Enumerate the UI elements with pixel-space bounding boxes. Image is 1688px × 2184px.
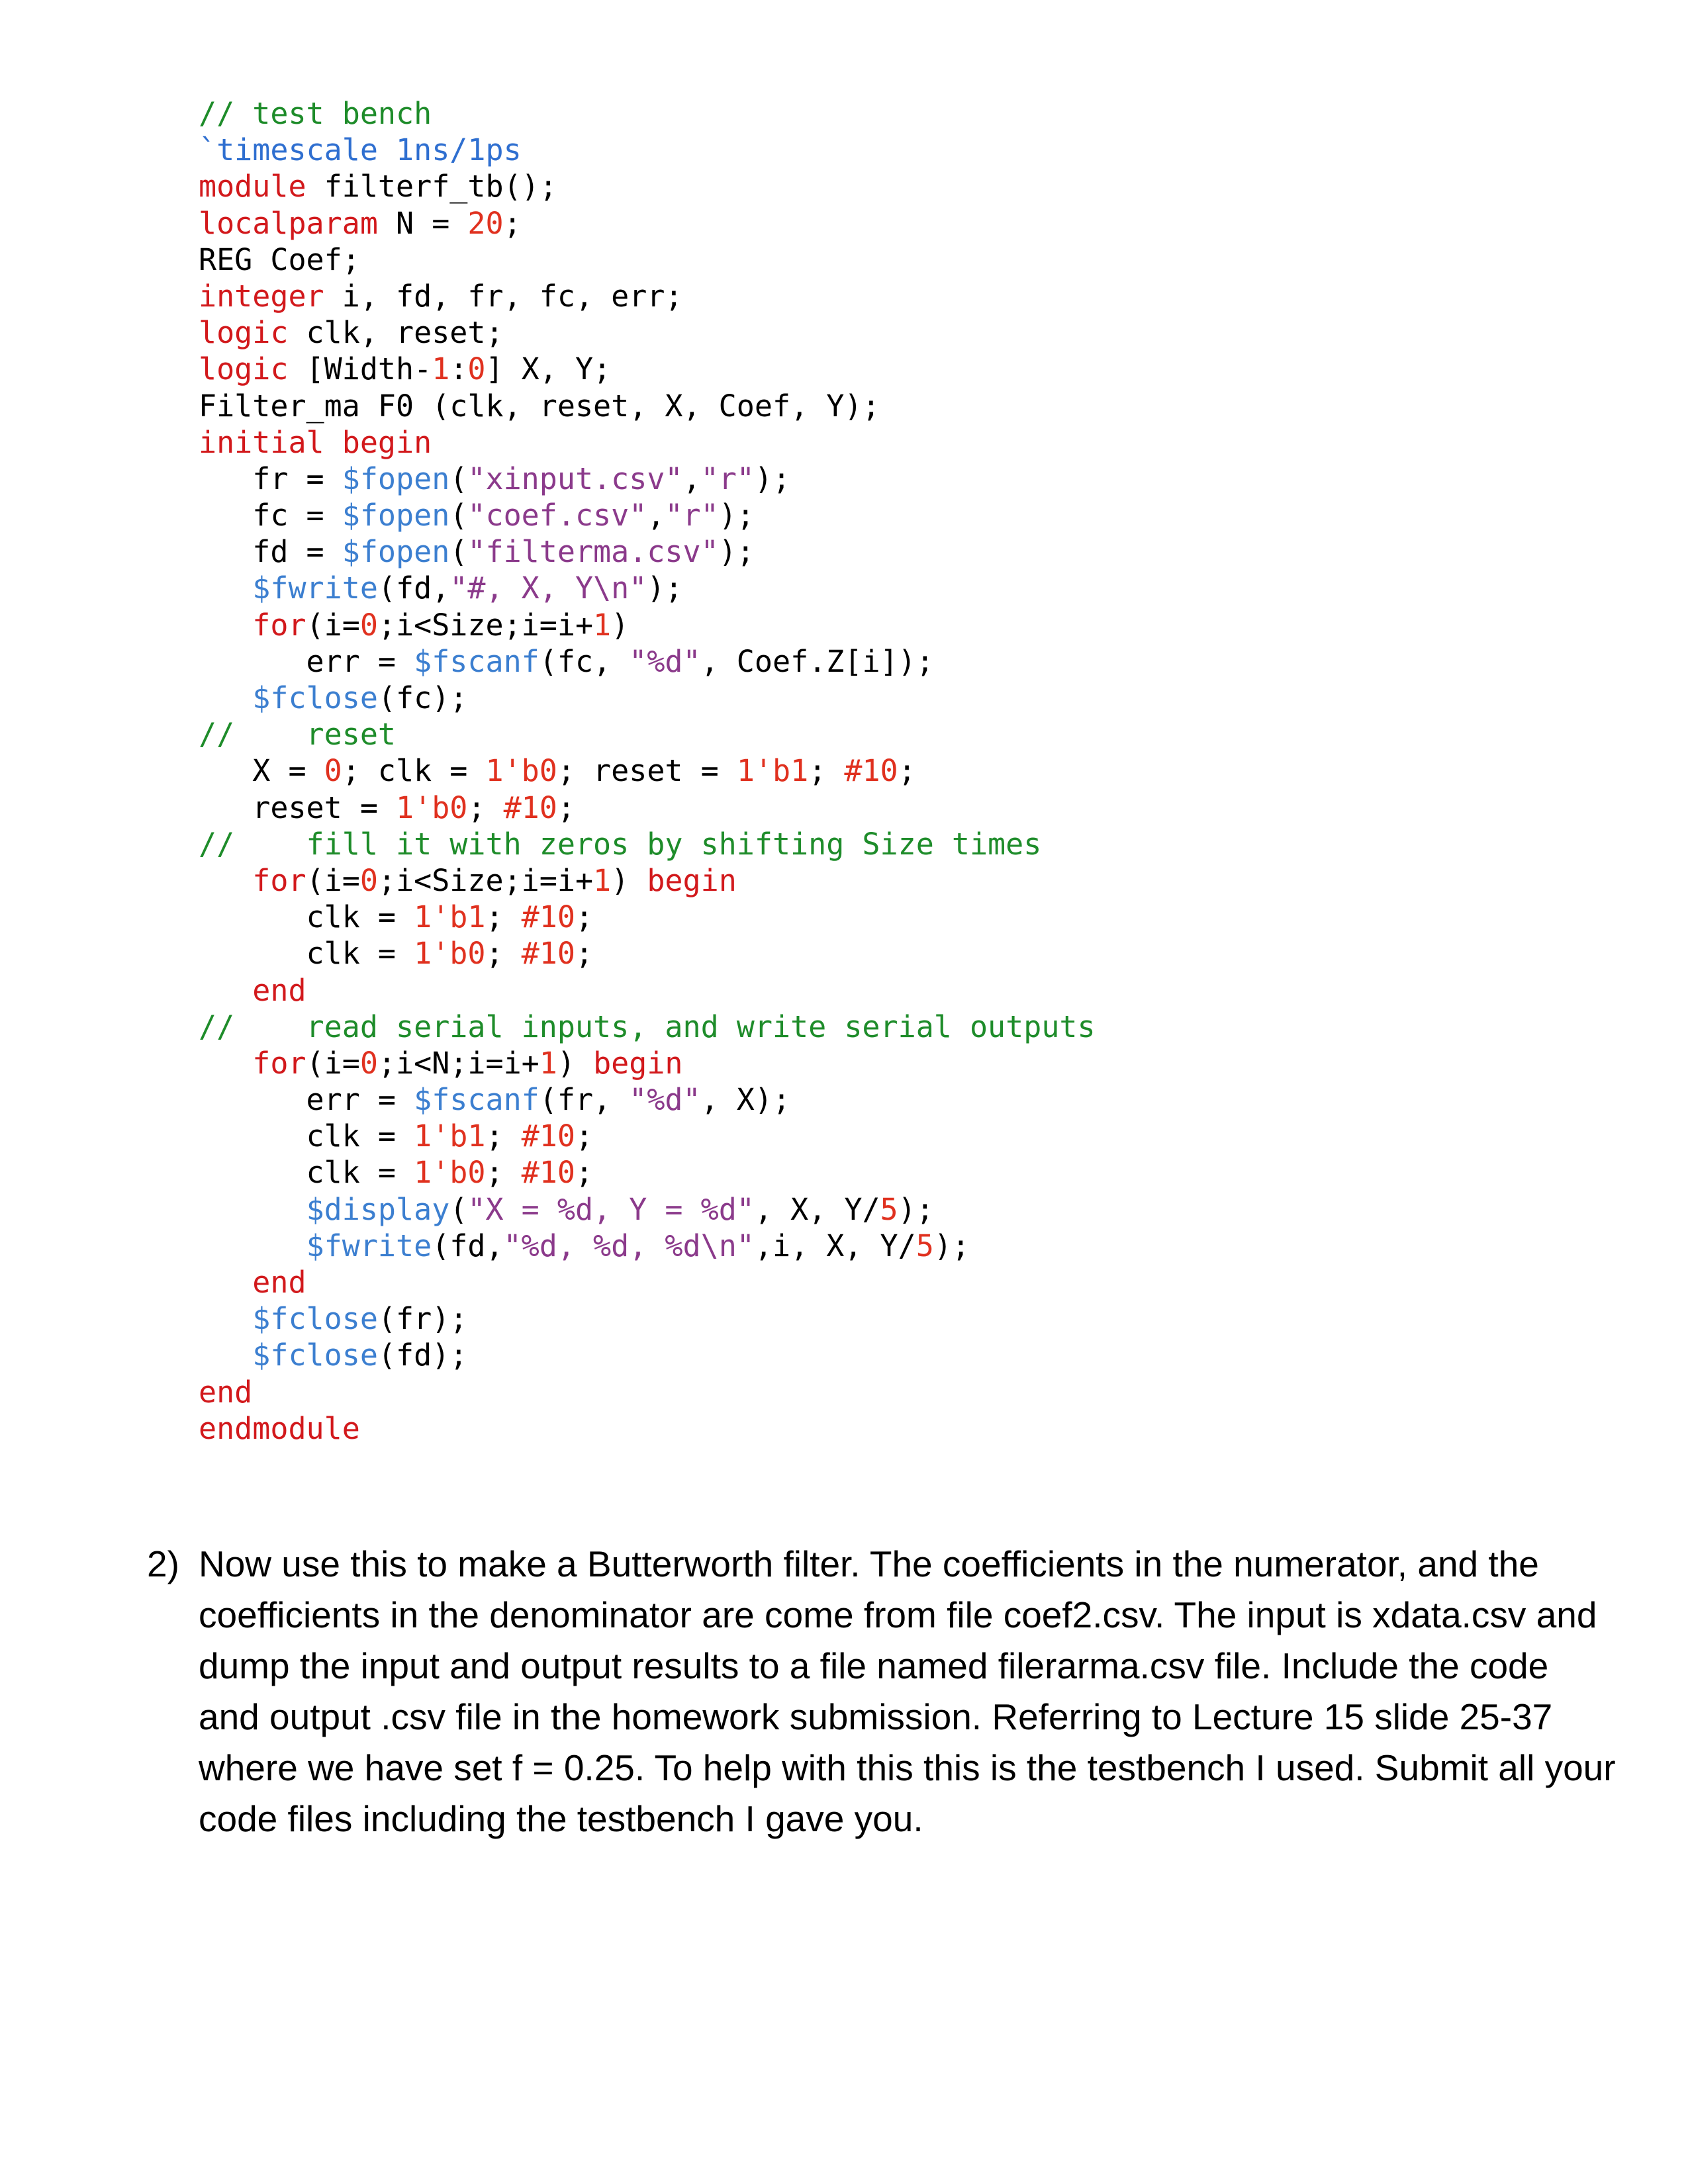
code-token: clk =: [199, 899, 414, 935]
code-token: $fclose: [252, 1301, 378, 1337]
code-token: filterf_tb();: [306, 169, 557, 205]
code-token: fr =: [199, 461, 342, 496]
code-token: );: [933, 1228, 970, 1263]
code-line: [199, 716, 1096, 752]
code-token: #10: [521, 936, 575, 972]
code-line: [199, 1410, 1096, 1447]
code-line: [199, 1300, 1096, 1337]
code-token: reset =: [199, 790, 397, 825]
code-token: 1'b0: [414, 1155, 486, 1191]
code-token: ;: [575, 936, 594, 972]
code-token: end: [252, 1265, 306, 1300]
code-token: // read serial inputs, and write serial outputs: [199, 1009, 1096, 1044]
code-token: ,i, X, Y/: [754, 1228, 916, 1263]
code-token: (fr,: [539, 1082, 630, 1118]
code-line: [199, 607, 1096, 643]
code-token: ): [611, 862, 647, 898]
code-token: (fd,: [432, 1228, 504, 1263]
code-token: ] X, Y;: [485, 351, 612, 387]
code-line: [199, 826, 1096, 862]
code-line: [199, 1154, 1096, 1191]
code-token: "filterma.csv": [467, 534, 719, 570]
code-token: i, fd, fr, fc, err;: [324, 278, 683, 314]
code-token: end: [199, 1374, 253, 1410]
code-token: );: [718, 534, 755, 570]
code-token: err =: [199, 1082, 414, 1118]
code-token: 1: [593, 862, 612, 898]
code-token: , X, Y/: [754, 1191, 880, 1227]
code-line: [199, 497, 1096, 533]
code-token: clk =: [199, 936, 414, 972]
question-line: dump the input and output results to a file named filerarma.csv file. Include the code: [199, 1645, 1549, 1686]
question-line: and output .csv file in the homework submission. Referring to Lecture 15 slide 25-37: [199, 1696, 1553, 1737]
code-token: ;: [485, 936, 522, 972]
code-line: [199, 1374, 1096, 1410]
code-token: ;: [575, 1118, 594, 1154]
code-token: ;: [485, 1155, 522, 1191]
code-token: fd =: [199, 534, 342, 570]
code-token: #10: [521, 1118, 575, 1154]
code-token: fc =: [199, 498, 342, 533]
code-token: );: [647, 570, 683, 606]
code-token: "r": [700, 461, 755, 496]
code-token: );: [718, 498, 755, 533]
code-token: $fclose: [252, 680, 378, 715]
code-line: [199, 752, 1096, 789]
code-token: for: [252, 1045, 306, 1081]
code-token: , X);: [700, 1082, 791, 1118]
code-token: 0: [359, 1045, 378, 1081]
code-line: [199, 278, 1096, 314]
code-token: 1'b1: [414, 1118, 486, 1154]
code-token: ;: [575, 899, 594, 935]
code-token: 1: [593, 607, 612, 643]
question-line: where we have set f = 0.25. To help with this this is the testbench I used. Submit all your: [199, 1747, 1616, 1788]
code-line: [199, 388, 1096, 424]
code-token: REG Coef;: [199, 242, 360, 277]
code-token: [199, 570, 252, 606]
question-line: coefficients in the denominator are come from file coef2.csv. The input is xdata.csv and: [199, 1594, 1597, 1635]
code-token: (: [449, 534, 468, 570]
code-token: "#, X, Y\n": [449, 570, 647, 606]
code-token: 1: [432, 351, 450, 387]
code-token: initial begin: [199, 424, 432, 460]
code-token: (fd);: [377, 1338, 468, 1373]
code-token: "X = %d, Y = %d": [467, 1191, 755, 1227]
code-token: #10: [844, 753, 898, 789]
code-token: 0: [359, 607, 378, 643]
code-token: [199, 1046, 252, 1081]
code-line: [199, 1337, 1096, 1373]
code-line: [199, 242, 1096, 278]
code-token: ,: [682, 461, 701, 496]
code-token: ,: [647, 498, 665, 533]
question-number: 2): [147, 1543, 179, 1584]
code-token: N =: [377, 205, 468, 241]
code-line: [199, 461, 1096, 497]
code-token: [199, 863, 252, 898]
code-token: [199, 1338, 252, 1373]
code-token: $fclose: [252, 1338, 378, 1373]
code-token: #10: [503, 790, 557, 825]
code-token: ; reset =: [557, 753, 737, 789]
question-text: [199, 1539, 1616, 1844]
code-token: (fd,: [377, 570, 450, 606]
code-token: Filter_ma F0 (clk, reset, X, Coef, Y);: [199, 388, 880, 424]
code-token: clk =: [199, 1155, 414, 1191]
code-line: [199, 95, 1096, 132]
code-token: 1: [539, 1045, 557, 1081]
question-line: Now use this to make a Butterworth filter. The coefficients in the numerator, and the: [199, 1543, 1539, 1584]
code-line: [199, 1081, 1096, 1118]
code-token: (fc,: [539, 643, 630, 679]
code-token: err =: [199, 643, 414, 679]
code-line: [199, 1118, 1096, 1154]
code-token: clk, reset;: [288, 315, 504, 351]
code-token: ;: [503, 205, 522, 241]
code-line: [199, 935, 1096, 972]
code-token: ;i<Size;i=i+: [377, 607, 594, 643]
code-token: ;i<N;i=i+: [377, 1045, 539, 1081]
code-line: [199, 1045, 1096, 1081]
testbench-code-block: [199, 95, 1096, 1447]
code-token: (: [449, 1191, 468, 1227]
code-line: [199, 862, 1096, 899]
code-token: );: [898, 1191, 934, 1227]
code-line: [199, 1191, 1096, 1228]
code-token: 5: [915, 1228, 934, 1263]
code-line: [199, 972, 1096, 1009]
code-token: 0: [324, 753, 342, 789]
code-token: :: [449, 351, 468, 387]
code-token: "%d": [629, 643, 701, 679]
code-token: (i=: [306, 607, 360, 643]
code-token: [199, 680, 252, 715]
code-line: [199, 424, 1096, 461]
code-token: end: [252, 972, 306, 1008]
code-token: [199, 1265, 252, 1300]
code-token: ; clk =: [342, 753, 486, 789]
code-token: $display: [306, 1191, 450, 1227]
code-token: [199, 973, 252, 1008]
code-token: ;: [467, 790, 504, 825]
code-token: ;: [898, 753, 916, 789]
code-token: // reset: [199, 717, 397, 752]
code-token: $fopen: [342, 461, 450, 496]
code-token: logic: [199, 351, 289, 387]
code-line: [199, 132, 1096, 168]
code-token: integer: [199, 278, 324, 314]
code-token: 5: [880, 1191, 898, 1227]
code-token: ;: [808, 753, 845, 789]
code-token: $fwrite: [252, 570, 378, 606]
code-token: for: [252, 607, 306, 643]
code-line: [199, 1009, 1096, 1045]
code-token: "coef.csv": [467, 498, 647, 533]
question-line: code files including the testbench I gave you.: [199, 1798, 923, 1839]
code-token: (fr);: [377, 1301, 468, 1337]
code-token: ): [611, 607, 630, 643]
code-token: [Width-: [288, 351, 432, 387]
code-token: 20: [467, 205, 504, 241]
code-token: [199, 1192, 306, 1227]
code-line: [199, 533, 1096, 570]
code-token: 1'b0: [414, 936, 486, 972]
code-token: "xinput.csv": [467, 461, 683, 496]
code-token: 0: [359, 862, 378, 898]
code-line: [199, 680, 1096, 716]
code-token: logic: [199, 315, 289, 351]
code-token: for: [252, 862, 306, 898]
code-line: [199, 1264, 1096, 1300]
code-line: [199, 314, 1096, 351]
code-token: );: [754, 461, 791, 496]
code-token: // test bench: [199, 96, 432, 131]
code-token: (: [449, 498, 468, 533]
code-token: `timescale 1ns/1ps: [199, 132, 522, 168]
code-token: localparam: [199, 205, 378, 241]
code-token: begin: [647, 862, 737, 898]
code-token: (i=: [306, 862, 360, 898]
code-token: ): [557, 1045, 594, 1081]
code-token: begin: [593, 1045, 683, 1081]
code-line: [199, 1228, 1096, 1264]
code-token: endmodule: [199, 1410, 360, 1446]
code-token: // fill it with zeros by shifting Size times: [199, 826, 1042, 862]
code-token: #10: [521, 899, 575, 935]
code-line: [199, 205, 1096, 242]
code-line: [199, 899, 1096, 935]
code-token: [199, 1301, 252, 1336]
code-token: (: [449, 461, 468, 496]
code-token: , Coef.Z[i]);: [700, 643, 934, 679]
code-token: ;: [575, 1155, 594, 1191]
code-token: $fopen: [342, 498, 450, 533]
code-token: $fopen: [342, 534, 450, 570]
code-token: ;: [485, 1118, 522, 1154]
code-token: "r": [665, 498, 719, 533]
code-token: module: [199, 169, 306, 205]
code-token: ;i<Size;i=i+: [377, 862, 594, 898]
code-line: [199, 790, 1096, 826]
code-token: ;: [557, 790, 575, 825]
code-token: $fwrite: [306, 1228, 432, 1263]
code-token: 1'b1: [414, 899, 486, 935]
code-token: ;: [485, 899, 522, 935]
code-token: X =: [199, 753, 324, 789]
code-token: (fc);: [377, 680, 468, 715]
code-line: [199, 643, 1096, 680]
code-line: [199, 168, 1096, 205]
code-token: 1'b1: [736, 753, 809, 789]
code-line: [199, 570, 1096, 606]
code-token: [199, 1228, 306, 1263]
code-token: $fscanf: [414, 1082, 539, 1118]
code-token: 0: [467, 351, 486, 387]
code-token: "%d": [629, 1082, 701, 1118]
code-token: #10: [521, 1155, 575, 1191]
code-token: "%d, %d, %d\n": [503, 1228, 755, 1263]
code-token: 1'b0: [396, 790, 468, 825]
code-token: 1'b0: [485, 753, 557, 789]
code-token: [199, 608, 252, 643]
code-token: clk =: [199, 1118, 414, 1154]
code-line: [199, 351, 1096, 387]
code-token: (i=: [306, 1045, 360, 1081]
code-token: $fscanf: [414, 643, 539, 679]
